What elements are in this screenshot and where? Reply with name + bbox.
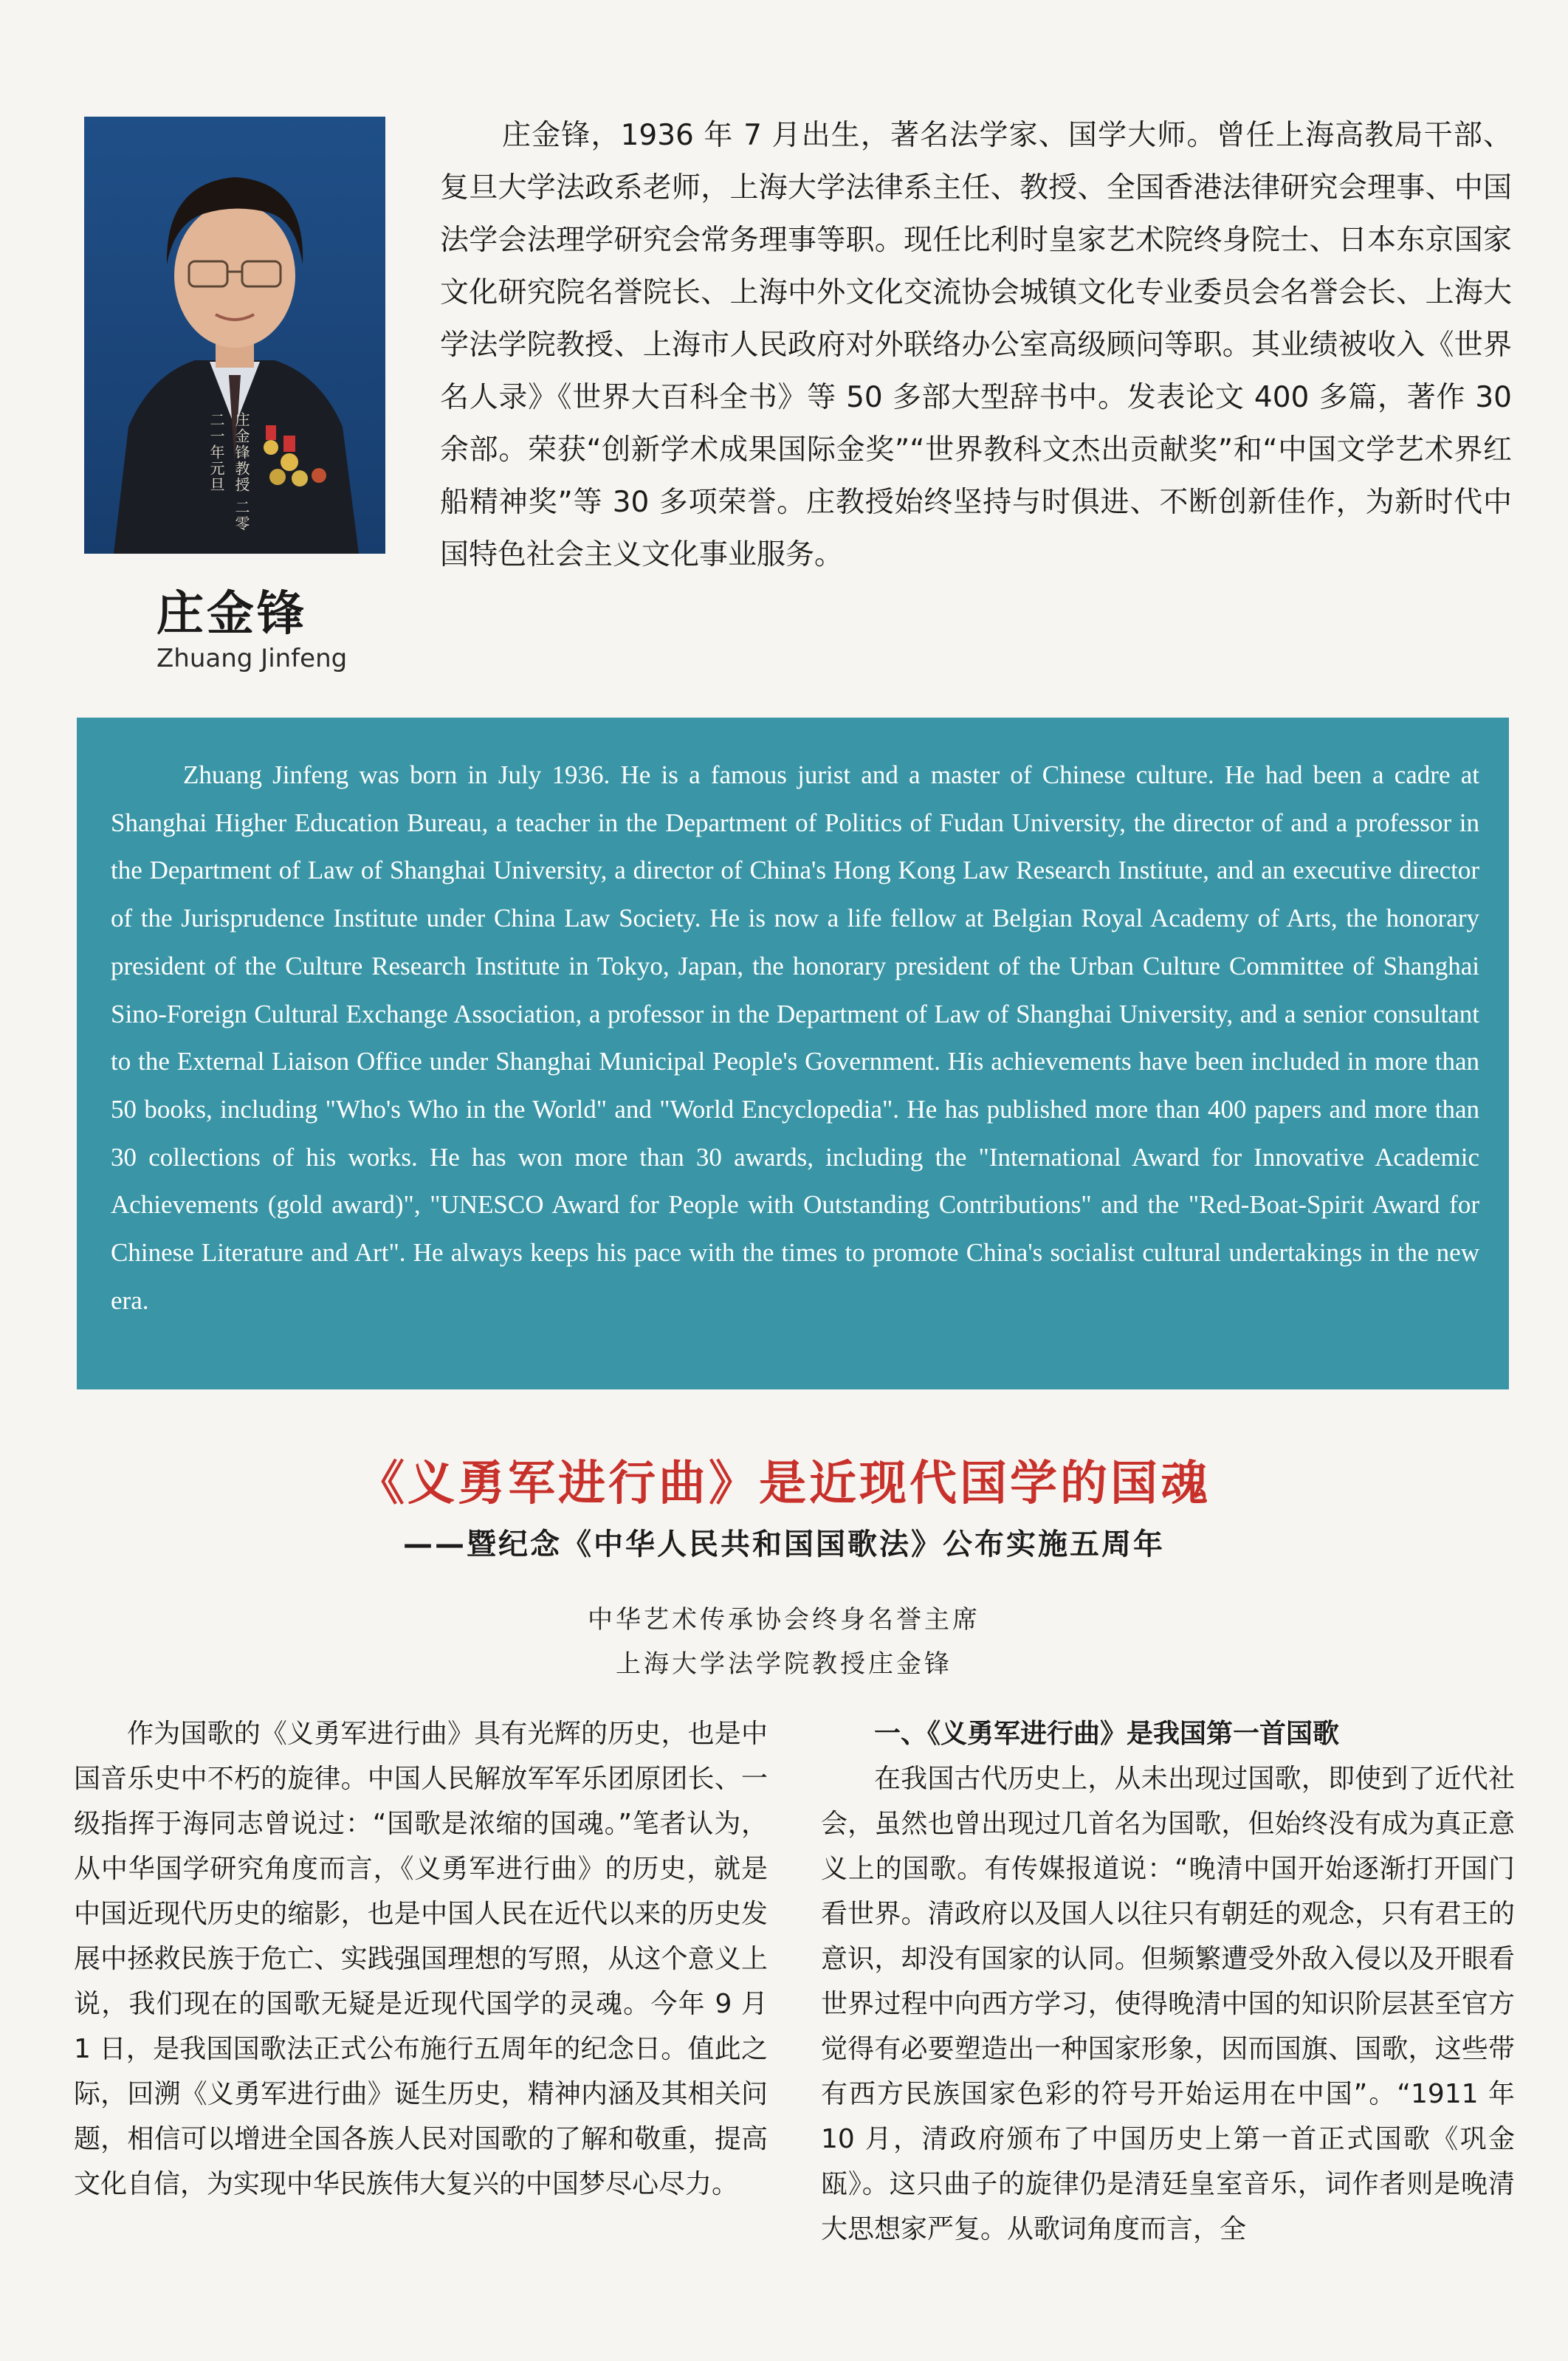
article-column-right bbox=[821, 1711, 1515, 2252]
article-subtitle: ——暨纪念《中华人民共和国国歌法》公布实施五周年 bbox=[403, 1527, 1165, 1561]
article-paragraph-intro: 作为国歌的《义勇军进行曲》具有光辉的历史，也是中国音乐史中不朽的旋律。中国人民解放军军乐团原团长、一级指挥于海同志曾说过：“国歌是浓缩的国魂。”笔者认为，从中华国学研究角度而言，《义勇军进行曲》的历史，就是中国近现代历史的缩影，也是中国人民在近代以来的历史发展中拯救民族于危亡、实践强国理想的写照，从这个意义上说，我们现在的国歌无疑是近现代国学的灵魂。今年 9 月 1 日，是我国国歌法正式公布施行五周年的纪念日。值此之际，回溯《义勇军进行曲》诞生历史，精神内涵及其相关问题，相信可以增进全国各族人民对国歌的了解和敬重，提高文化自信，为实现中华民族伟大复兴的中国梦尽心尽力。 bbox=[74, 1719, 768, 2199]
biography-english-text: Zhuang Jinfeng was born in July 1936. He is a famous jurist and a master of Chinese culture. He had been a cadre at Shanghai Higher Education Bureau, a teacher in the Department of Politics of Fudan University, the director of and a professor in the Department of Law of Shanghai University, a director of China's Hong Kong Law Research Institute, and an executive director of the Jurisprudence Institute under China Law Society. He is now a life fellow at Belgian Royal Academy of Arts, the honorary president of the Culture Research Institute in Tokyo, Japan, the honorary president of the Urban Culture Committee of Shanghai Sino-Foreign Cultural Exchange Association, a professor in the Department of Law of Shanghai University, and a senior consultant to the External Liaison Office under Shanghai Municipal People's Government. His achievements have been included in more than 50 books, including "Who's Who in the World" and "World Encyclopedia". He has published more than 400 papers and more than 30 collections of his works. He has won more than 30 awards, including the "International Award for Innovative Academic Achievements (gold award)", "UNESCO Award for People with Outstanding Contributions" and the "Red-Boat-Spirit Award for Chinese Literature and Art". He always keeps his pace with the times to promote China's socialist cultural undertakings in the new era. bbox=[111, 760, 1479, 1315]
biography-chinese: 庄金锋，1936 年 7 月出生，著名法学家、国学大师。曾任上海高教局干部、复旦大学法政系老师，上海大学法律系主任、教授、全国香港法律研究会理事、中国法学会法理学研究会常务理事等职。现任比利时皇家艺术院终身院士、日本东京国家文化研究院名誉院长、上海中外文化交流协会城镇文化专业委员会名誉会长、上海大学法学院教授、上海市人民政府对外联络办公室高级顾问等职。其业绩被收入《世界名人录》《世界大百科全书》等 50 多部大型辞书中。发表论文 400 多篇，著作 30 余部。荣获“创新学术成果国际金奖”“世界教科文杰出贡献奖”和“中国文学艺术界红船精神奖”等 30 多项荣誉。庄教授始终坚持与时俱进、不断创新佳作，为新时代中国特色社会主义文化事业服务。 bbox=[440, 119, 1512, 571]
section-heading: 一、《义勇军进行曲》是我国第一首国歌 bbox=[874, 1719, 1340, 1749]
profile-name-chinese: 庄金锋 bbox=[157, 586, 307, 642]
article-column-left bbox=[74, 1711, 768, 2207]
photo-inscription: 庄金锋教授 二零二一年元旦 bbox=[207, 412, 250, 532]
portrait-photo bbox=[84, 117, 385, 554]
profile-name-english: Zhuang Jinfeng bbox=[157, 644, 348, 673]
article-paragraph-section1: 在我国古代历史上，从未出现过国歌，即使到了近代社会，虽然也曾出现过几首名为国歌，但始终没有成为真正意义上的国歌。有传媒报道说：“晚清中国开始逐渐打开国门看世界。清政府以及国人以往只有朝廷的观念，只有君王的意识，却没有国家的认同。但频繁遭受外敌入侵以及开眼看世界过程中向西方学习，使得晚清中国的知识阶层甚至官方觉得有必要塑造出一种国家形象，因而国旗、国歌，这些带有西方民族国家色彩的符号开始运用在中国”。“1911 年 10 月，清政府颁布了中国历史上第一首正式国歌《巩金瓯》。这只曲子的旋律仍是清廷皇室音乐，词作者则是晚清大思想家严复。从歌词角度而言，全 bbox=[821, 1764, 1515, 2244]
biography-english-box bbox=[77, 718, 1509, 1389]
article-title: 《义勇军进行曲》是近现代国学的国魂 bbox=[357, 1456, 1211, 1511]
scan-fade-overlay bbox=[0, 2272, 1568, 2361]
author-name-line: 上海大学法学院教授庄金锋 bbox=[616, 1649, 952, 1679]
author-affiliation: 中华艺术传承协会终身名誉主席 bbox=[588, 1605, 980, 1635]
